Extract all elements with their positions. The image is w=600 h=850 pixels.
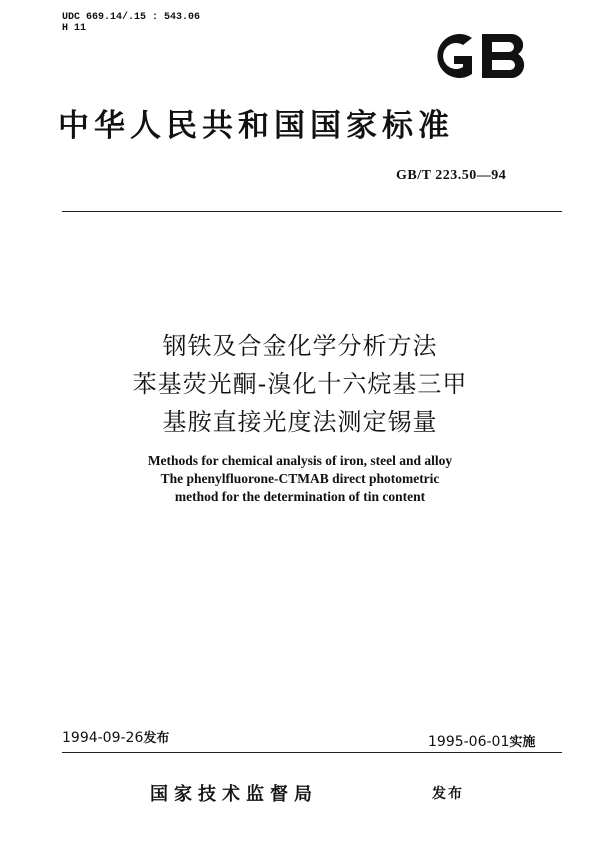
effective-date-suffix: 实施 (509, 735, 536, 750)
footer-divider (62, 752, 562, 753)
issue-date-value: 1994-09-26 (62, 730, 144, 746)
issue-date-suffix: 发布 (143, 731, 170, 746)
title-en-line-2: The phenylfluorone-CTMAB direct photometric (160, 471, 440, 486)
title-zh-line-1: 钢铁及合金化学分析方法 (162, 332, 438, 360)
effective-date (428, 731, 535, 750)
udc-classification (62, 12, 200, 34)
issue-date (62, 727, 169, 746)
udc-line: UDC 669.14/.15 : 543.06 (62, 12, 201, 23)
class-line: H 11 (62, 23, 87, 34)
title-zh-line-2: 苯基荧光酮-溴化十六烷基三甲 (132, 370, 468, 398)
header-divider (62, 211, 562, 212)
gb-logo (426, 28, 532, 84)
title-zh-line-3: 基胺直接光度法测定锡量 (162, 408, 438, 436)
gb-logo-icon (426, 28, 532, 84)
effective-date-value: 1995-06-01 (428, 734, 510, 750)
national-standard-title: 中华人民共和国国家标准 (58, 108, 454, 144)
issuer-suffix: 发布 (432, 786, 464, 802)
title-en-line-3: method for the determination of tin content (174, 489, 426, 504)
issuer-name: 国家技术监督局 (150, 784, 318, 805)
standard-code: GB/T 223.50—94 (396, 168, 507, 183)
title-en-line-1: Methods for chemical analysis of iron, steel and alloy (147, 453, 453, 468)
